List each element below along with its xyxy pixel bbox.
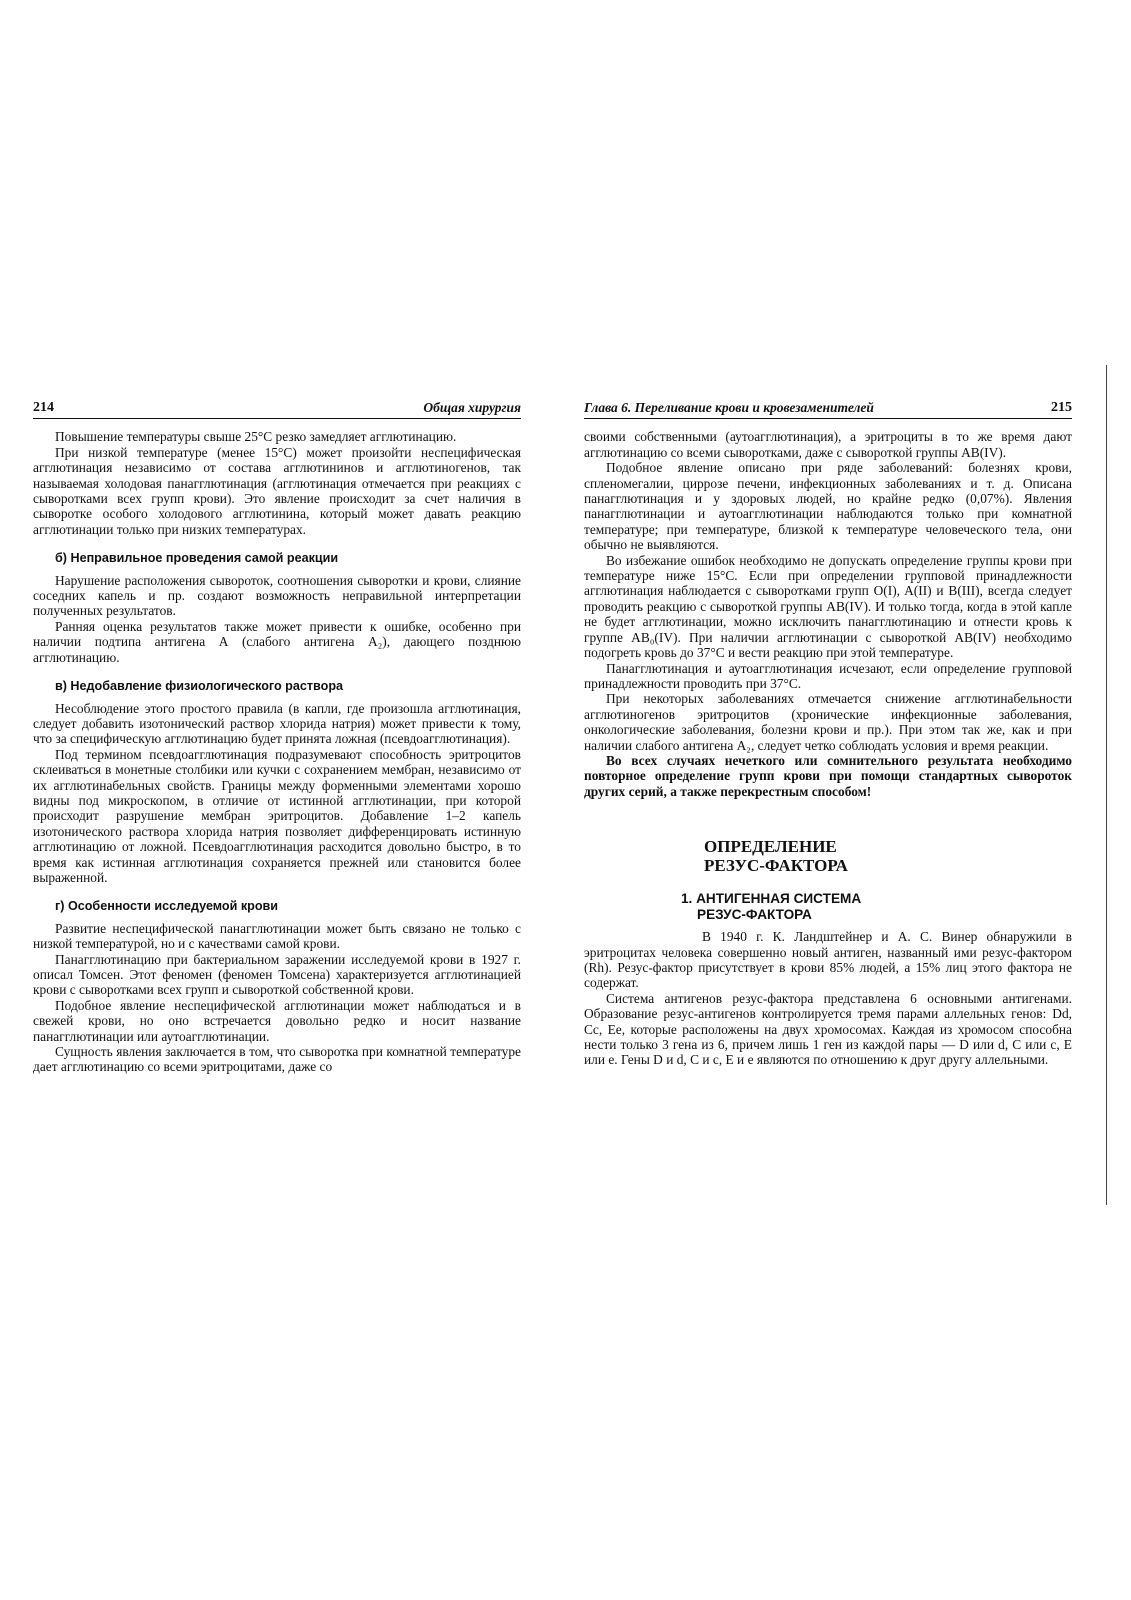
left-running-head: Общая хирургия [423,400,521,415]
paragraph: В 1940 г. К. Ландштейнер и А. С. Винер обнаружили в эритроцитах человека совершенно новый антиген, названный ими резус-фактором (Rh). Резус-фактор присутствует в крови 85% людей, а 15% лиц этого фактора не содержат. [584,929,1072,991]
paragraph: Развитие неспецифической панагглютинации может быть связано не только с низкой температурой, но и с качествами самой крови. [33,920,521,952]
right-running-head: Глава 6. Переливание крови и кровезаменителей [584,400,874,415]
paragraph: Нарушение расположения сывороток, соотношения сыворотки и крови, слияние соседних капель и пр. создают возможность неправильной интерпретации полученных результатов. [33,572,521,619]
section-title-line2: РЕЗУС-ФАКТОРА [704,856,848,876]
paragraph: Сущность явления заключается в том, что сыворотка при комнатной температуре дает агглютинацию со всеми эритроцитами, даже со [33,1044,521,1075]
right-page-body-after [584,929,1072,1068]
paragraph: Панагглютинацию при бактериальном заражении исследуемой крови в 1927 г. описал Томсен. Этот феномен (феномен Томсена) характеризуется агглютинацией крови с сыворотками всех групп и сывороткой собственной крови. [33,951,521,998]
paragraph: Под термином псевдоагглютинация подразумевают способность эритроцитов склеиваться в монетные столбики или кучки с сохранением мембран, независимо от их агглютинабельных свойств. Границы между форменными элементами хорошо видны под микроскопом, в отличие от истинной агглютинации, при которой происходит разрушение мембран эритроцитов. Добавление 1–2 капель изотонического раствора хлорида натрия позволяет дифференцировать истинную агглютинацию от ложной. Псевдоагглютинация расходится довольно быстро, в то время как истинная агглютинация сохраняется прежней или становится более выраженной. [33,746,521,885]
paragraph: Подобное явление неспецифической агглютинации может наблюдаться и в свежей крови, но оно встречается довольно редко и носит название панагглютинации или аутоагглютинации. [33,997,521,1044]
section-title-line1: ОПРЕДЕЛЕНИЕ [704,837,837,857]
paragraph: Несоблюдение этого простого правила (в капли, где произошла агглютинация, следует добавить изотонический раствор хлорида натрия) может привести к тому, что за специфическую агглютинацию будет принята ложная (псевдоагглютинация). [33,700,521,747]
paragraph: При низкой температуре (менее 15°С) может произойти неспецифическая агглютинация независимо от состава агглютининов и агглютиногенов, так называемая холодовая панагглютинация (агглютинация отмечается при реакциях с сыворотками всех групп крови). Это явление происходит за счет наличия в сыворотке особого холодового агглютинина, который может давать реакцию агглютинации только при низких температурах. [33,444,521,537]
paragraph: Система антигенов резус-фактора представлена 6 основными антигенами. Образование резус-антигенов контролируется тремя парами аллельных генов: Dd, Cc, Ee, которые расположены на двух хромосомах. Каждая из хромосом способна нести только 3 гена из 6, причем лишь 1 ген из каждой пары — D или d, C или c, E или e. Гены D и d, C и c, E и e являются по отношению к друг другу аллельными. [584,990,1072,1068]
paragraph: своими собственными (аутоагглютинация), а эритроциты в то же время дают агглютинацию со всеми сыворотками, даже с сывороткой группы AB(IV). [584,429,1072,460]
paragraph: Ранняя оценка результатов также может привести к ошибке, особенно при наличии подтипа антигена А (слабого антигена А₂), дающего позднюю агглютинацию. [33,618,521,665]
subsection-title [681,891,1072,923]
right-page [584,400,1072,1068]
paragraph: Панагглютинация и аутоагглютинация исчезают, если определение групповой принадлежности проводить при 37°С. [584,660,1072,691]
left-page-body [33,429,521,1074]
page-edge-line [1106,365,1107,1205]
right-page-number: 215 [1051,400,1072,415]
paragraph: При некоторых заболеваниях отмечается снижение агглютинабельности агглютиногенов эритроцитов (хронические инфекционные заболевания, онкологические заболевания, болезни крови и пр.). При этом так же, как и при наличии слабого антигена А₂, следует четко соблюдать условия и время реакции. [584,691,1072,753]
paragraph: Повышение температуры свыше 25°С резко замедляет агглютинацию. [55,429,457,445]
paragraph: Во всех случаях нечеткого или сомнительного результата необходимо повторное определение групп крови при помощи стандартных сывороток других серий, а также перекрестным способом! [584,752,1072,799]
paragraph: Подобное явление описано при ряде заболеваний: болезнях крови, спленомегалии, циррозе печени, инфекционных заболеваниях и т. д. Описана панагглютинация и у здоровых людей, но крайне редко (0,07%). Явления панагглютинации и аутоагглютинации наблюдаются только при комнатной температуре; при температуре, близкой к температуре человеческого тела, они обычно не выявляются. [584,460,1072,553]
subsection-title-line2: РЕЗУС-ФАКТОРА [697,907,812,923]
subheading: б) Неправильное проведения самой реакции [55,551,339,566]
right-page-body [584,429,1072,799]
left-page-number: 214 [33,400,54,415]
subheading: в) Недобавление физиологического раствора [55,679,344,694]
section-title [704,837,1072,875]
paragraph: Во избежание ошибок необходимо не допускать определение группы крови при температуре ниже 15°С. Если при определении групповой принадлежности агглютинация наблюдается с сыворотками групп O(I), A(II) и B(III), всегда следует проводить реакцию с сывороткой группы AB(IV). И только тогда, когда в этой капле не будет агглютинации, можно исключить панагглютинацию и отнести кровь к группе AB₀(IV). При наличии агглютинации с сывороткой AB(IV) необходимо подогреть кровь до 37°С и вести реакцию при этой температуре. [584,552,1072,661]
left-page [33,400,521,1075]
left-page-header [33,400,521,419]
subheading: г) Особенности исследуемой крови [55,899,279,914]
subsection-title-line1: 1. АНТИГЕННАЯ СИСТЕМА [681,891,862,907]
right-page-header [584,400,1072,419]
